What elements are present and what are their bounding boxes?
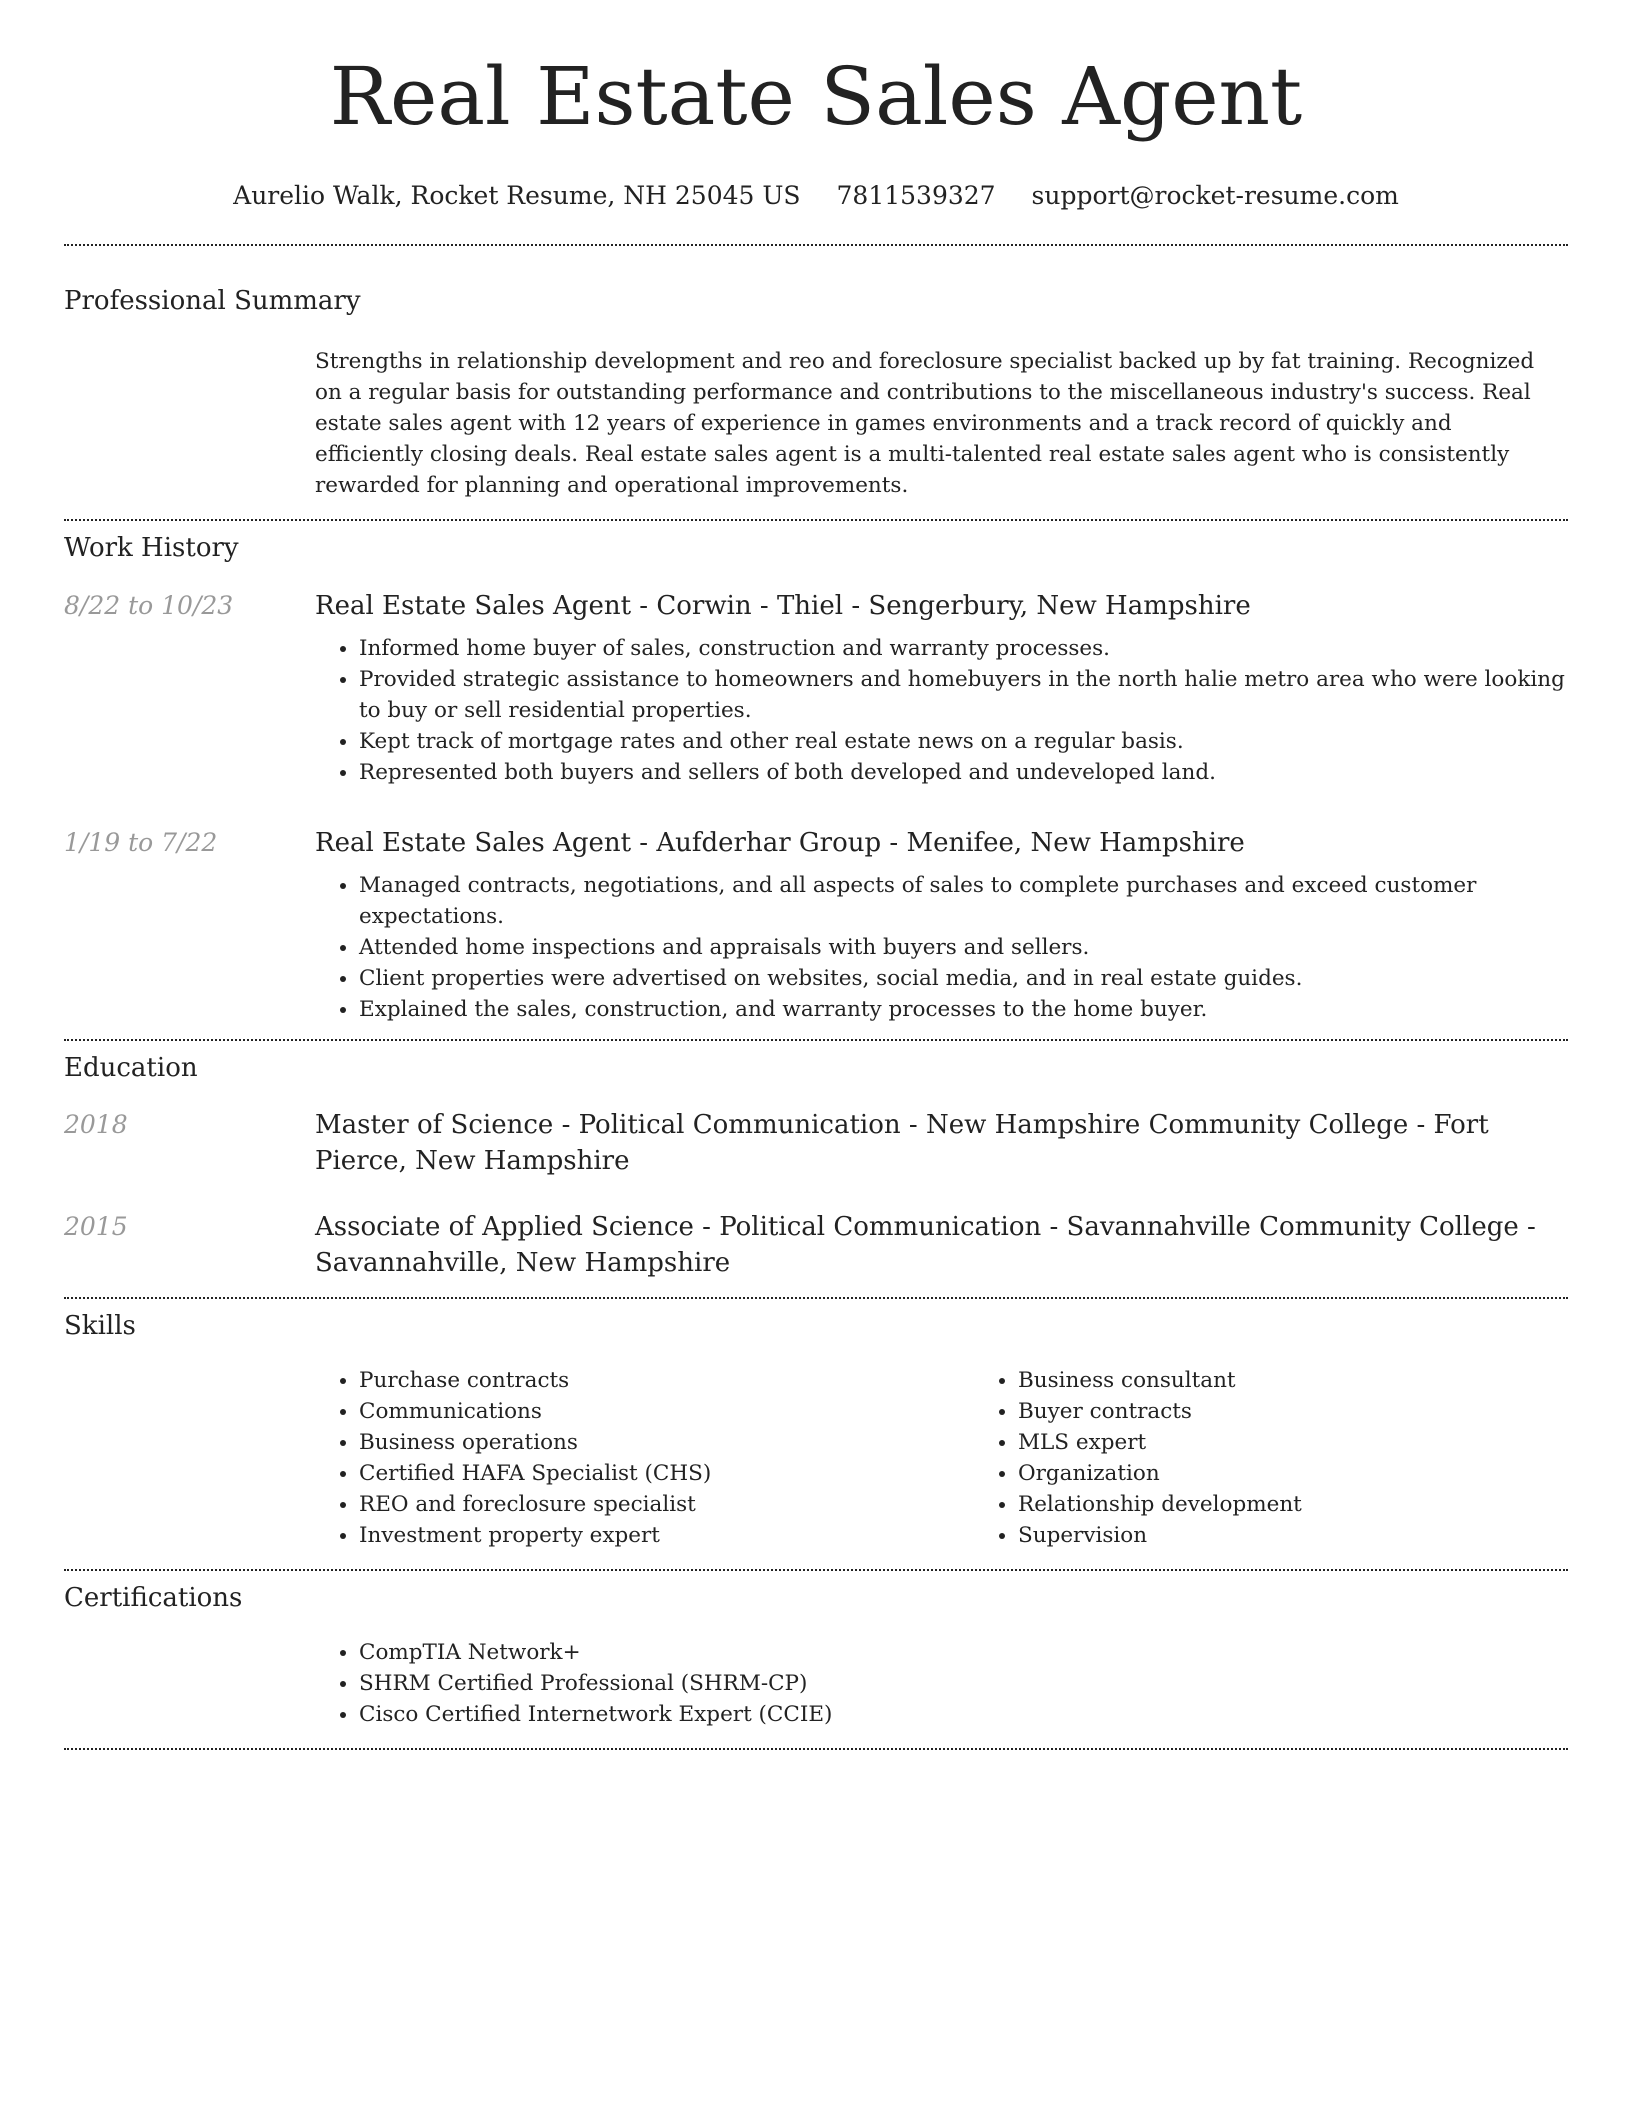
certifications-row: [64, 1613, 1568, 1730]
job-dates: 8/22 to 10/23: [64, 591, 234, 620]
list-item: • SHRM Certified Professional (SHRM-CP): [359, 1668, 1568, 1699]
list-item: • MLS expert: [1018, 1427, 1632, 1458]
section-heading-work: Work History: [64, 533, 239, 563]
divider: [64, 244, 1568, 246]
list-item: • Explained the sales, construction, and warranty processes to the home buyer.: [359, 994, 1568, 1025]
skills-column-1: [315, 1365, 974, 1551]
list-item: • Represented both buyers and sellers of both developed and undeveloped land.: [359, 757, 1568, 788]
divider: [64, 1748, 1568, 1750]
job-entry: [64, 589, 1568, 788]
list-item: • Certified HAFA Specialist (CHS): [359, 1458, 974, 1489]
list-item: • Attended home inspections and appraisals with buyers and sellers.: [359, 932, 1568, 963]
contact-address: Aurelio Walk, Rocket Resume, NH 25045 US: [233, 181, 801, 210]
job-title: [315, 826, 1568, 860]
divider: [64, 1569, 1568, 1571]
job-position: Real Estate Sales Agent: [315, 591, 632, 621]
list-item: • Buyer contracts: [1018, 1396, 1632, 1427]
skills-row: [64, 1341, 1568, 1551]
job-bullets: [315, 633, 1568, 788]
list-item: • REO and foreclosure specialist: [359, 1489, 974, 1520]
list-item: • Kept track of mortgage rates and other real estate news on a regular basis.: [359, 726, 1568, 757]
contact-phone: 7811539327: [836, 181, 996, 210]
list-item: • Organization: [1018, 1458, 1632, 1489]
education-year: 2018: [64, 1110, 128, 1139]
skills-columns: [315, 1365, 1632, 1551]
job-employer: - Aufderhar Group - Menifee, New Hampshire: [631, 828, 1245, 858]
list-item: • Relationship development: [1018, 1489, 1632, 1520]
job-entry: [64, 826, 1568, 1025]
certifications-list: [315, 1637, 1568, 1730]
job-title: [315, 589, 1568, 623]
education-entry: [64, 1209, 1568, 1281]
resume-page: [64, 0, 1568, 1750]
summary-row: [64, 316, 1568, 519]
job-dates: 1/19 to 7/22: [64, 828, 218, 857]
list-item: • Purchase contracts: [359, 1365, 974, 1396]
contact-line: [64, 181, 1568, 210]
list-item: • CompTIA Network+: [359, 1637, 1568, 1668]
job-position: Real Estate Sales Agent: [315, 828, 632, 858]
list-item: • Business operations: [359, 1427, 974, 1458]
resume-title: Real Estate Sales Agent: [329, 50, 1303, 143]
list-item: • Cisco Certified Internetwork Expert (CCIE): [359, 1699, 1568, 1730]
section-heading-certifications: Certifications: [64, 1583, 243, 1613]
education-entry: [64, 1107, 1568, 1179]
list-item: • Communications: [359, 1396, 974, 1427]
section-heading-summary: Professional Summary: [64, 286, 361, 316]
section-heading-skills: Skills: [64, 1311, 136, 1341]
job-bullets: [315, 870, 1568, 1025]
summary-text: Strengths in relationship development and reo and foreclosure specialist backed up by fat training. Recognized on a regular basis for outstanding performance and contributions to the miscellaneous industry's success. Real estate sales agent with 12 years of experience in games environments and a track record of quickly and efficiently closing deals. Real estate sales agent is a multi-talented real estate sales agent who is consistently rewarded for planning and operational improvements.: [315, 349, 1535, 498]
education-school: - New Hampshire Community College - Fort Pierce, New Hampshire: [315, 1110, 1489, 1176]
divider: [64, 1297, 1568, 1299]
education-degree: Master of Science - Political Communication: [315, 1110, 901, 1140]
list-item: • Informed home buyer of sales, construction and warranty processes.: [359, 633, 1568, 664]
divider: [64, 519, 1568, 521]
section-heading-education: Education: [64, 1053, 198, 1083]
list-item: • Investment property expert: [359, 1520, 974, 1551]
list-item: • Business consultant: [1018, 1365, 1632, 1396]
list-item: • Supervision: [1018, 1520, 1632, 1551]
divider: [64, 1039, 1568, 1041]
contact-email: support@rocket-resume.com: [1031, 181, 1399, 210]
education-degree: Associate of Applied Science - Political Communication: [315, 1212, 1042, 1242]
education-year: 2015: [64, 1212, 128, 1241]
list-item: • Managed contracts, negotiations, and all aspects of sales to complete purchases and exceed customer expectations.: [359, 870, 1568, 932]
education-school: - Savannahville Community College - Savannahville, New Hampshire: [315, 1212, 1536, 1278]
job-employer: - Corwin - Thiel - Sengerbury, New Hampshire: [631, 591, 1251, 621]
skills-column-2: [974, 1365, 1632, 1551]
list-item: • Client properties were advertised on websites, social media, and in real estate guides.: [359, 963, 1568, 994]
list-item: • Provided strategic assistance to homeowners and homebuyers in the north halie metro area who were looking to buy or sell residential properties.: [359, 664, 1568, 726]
